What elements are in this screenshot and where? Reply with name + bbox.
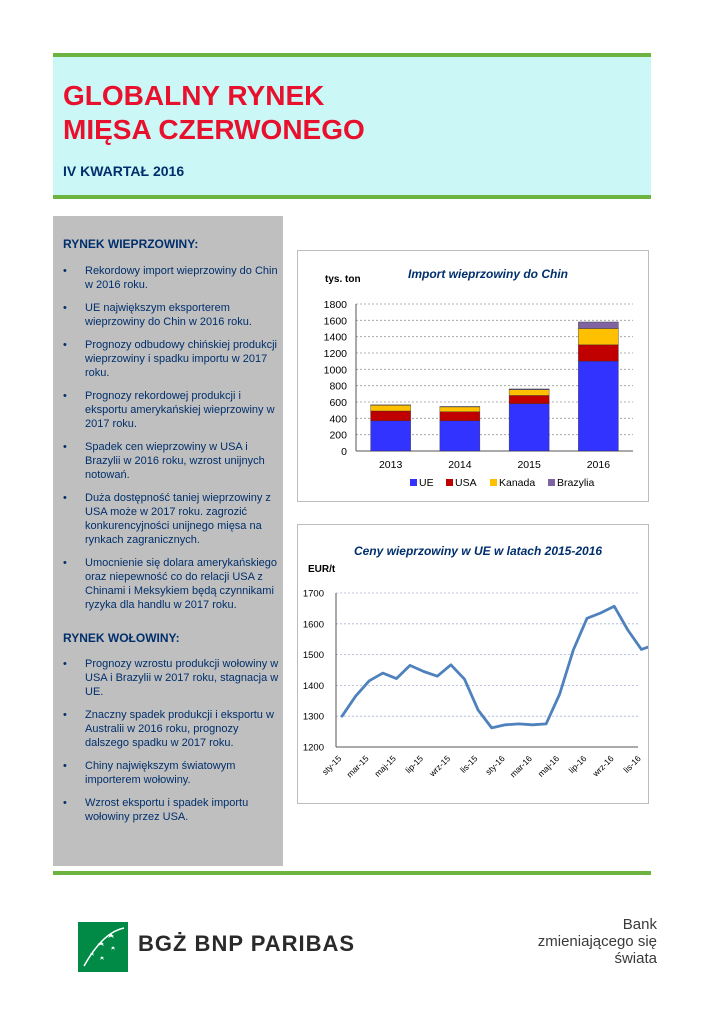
list-item: • Spadek cen wieprzowiny w USA i Brazylii w 2016 roku, wzrost unijnych notowań. bbox=[63, 441, 265, 481]
section-heading-pork: RYNEK WIEPRZOWINY: bbox=[63, 237, 199, 251]
bar-segment bbox=[578, 322, 618, 329]
list-item: • Prognozy odbudowy chińskiej produkcji wieprzowiny i spadku importu w 2017 roku. bbox=[63, 339, 277, 379]
legend-label: UE bbox=[419, 477, 434, 489]
list-item: • Duża dostępność taniej wieprzowiny z USA może w 2017 roku. zagrozić konkurencyjności unijnego mięsa na rynkach zagranicznych. bbox=[63, 492, 271, 546]
y-tick-label: 1600 bbox=[323, 315, 347, 328]
y-axis-label: tys. ton bbox=[325, 274, 361, 285]
bar-segment bbox=[509, 395, 549, 403]
bullet-icon: • bbox=[63, 760, 67, 772]
x-tick-label: maj-15 bbox=[372, 753, 398, 779]
bullet-icon: • bbox=[63, 492, 67, 504]
bullet-icon: • bbox=[63, 557, 67, 569]
bar-segment bbox=[371, 405, 411, 411]
legend-label: Kanada bbox=[499, 477, 536, 489]
bullet-icon: • bbox=[63, 390, 67, 402]
y-tick-label: 400 bbox=[329, 413, 347, 426]
legend-label: USA bbox=[455, 477, 477, 489]
y-tick-label: 1700 bbox=[302, 588, 324, 600]
list-item: • Rekordowy import wieprzowiny do Chin w 2016 roku. bbox=[63, 265, 278, 291]
bar-segment bbox=[509, 390, 549, 396]
pork-bullet-list bbox=[53, 264, 283, 621]
chart-title: Import wieprzowiny do Chin bbox=[408, 267, 568, 281]
x-tick-label: 2016 bbox=[586, 459, 611, 471]
list-item: • Umocnienie się dolara amerykańskiego oraz niepewność co do relacji USA z Chinami i Meksykiem będą czynnikami ryzyka dla handlu w 2017 roku. bbox=[63, 557, 277, 611]
bullet-icon: • bbox=[63, 302, 67, 314]
list-item: • Wzrost eksportu i spadek importu wołowiny przez USA. bbox=[63, 797, 249, 823]
x-tick-label: maj-16 bbox=[535, 753, 562, 779]
y-tick-label: 1800 bbox=[323, 299, 347, 311]
beef-bullet-list bbox=[53, 657, 283, 833]
bullet-icon: • bbox=[63, 441, 67, 453]
x-tick-label: 2014 bbox=[448, 459, 472, 471]
x-tick-label: 2015 bbox=[517, 459, 541, 471]
bottom-rule bbox=[53, 871, 651, 875]
bank-brand-name: BGŻ BNP PARIBAS bbox=[138, 931, 356, 956]
list-item: • Prognozy rekordowej produkcji i eksportu amerykańskiej wieprzowiny w 2017 roku. bbox=[63, 390, 275, 430]
sidebar-summary bbox=[53, 216, 283, 866]
section-heading-beef: RYNEK WOŁOWINY: bbox=[63, 631, 180, 645]
price-line-chart bbox=[298, 525, 648, 803]
y-tick-label: 200 bbox=[329, 429, 347, 442]
bar-segment bbox=[440, 412, 480, 421]
x-tick-label: mar-16 bbox=[507, 753, 534, 780]
bullet-icon: • bbox=[63, 797, 67, 809]
bullet-icon: • bbox=[63, 265, 67, 277]
x-tick-label: mar-15 bbox=[344, 753, 371, 780]
bullet-icon: • bbox=[63, 658, 67, 670]
list-item: • Znaczny spadek produkcji i eksportu w Australii w 2016 roku, prognozy dalszego spadku w 2017 roku. bbox=[63, 709, 274, 749]
bullet-icon: • bbox=[63, 339, 67, 351]
chart-title: Ceny wieprzowiny w UE w latach 2015-2016 bbox=[353, 544, 603, 558]
y-tick-label: 1400 bbox=[323, 331, 347, 344]
bullet-icon: • bbox=[63, 709, 67, 721]
bar-segment bbox=[440, 407, 480, 412]
header-banner bbox=[53, 57, 651, 195]
bar-segment bbox=[509, 404, 549, 451]
y-tick-label: 800 bbox=[329, 380, 347, 393]
list-item: • UE największym eksporterem wieprzowiny do Chin w 2016 roku. bbox=[63, 302, 252, 328]
y-tick-label: 1300 bbox=[302, 711, 324, 723]
bar-segment bbox=[578, 361, 618, 451]
legend-swatch bbox=[490, 479, 497, 486]
bar-segment bbox=[440, 421, 480, 451]
bar-segment bbox=[578, 329, 618, 345]
x-tick-label: lip-16 bbox=[566, 753, 589, 776]
bar-segment bbox=[509, 389, 549, 390]
import-bar-chart bbox=[298, 251, 648, 501]
bar-segment bbox=[371, 411, 411, 421]
legend-swatch bbox=[446, 479, 453, 486]
y-tick-label: 1500 bbox=[302, 650, 324, 662]
x-tick-label: lip-15 bbox=[403, 753, 426, 776]
legend-swatch bbox=[548, 479, 555, 486]
x-tick-label: lis-15 bbox=[458, 753, 480, 775]
legend-swatch bbox=[410, 479, 417, 486]
page-subtitle: IV KWARTAŁ 2016 bbox=[63, 163, 185, 179]
series-line bbox=[342, 606, 648, 728]
list-item: • Prognozy wzrostu produkcji wołowiny w USA i Brazylii w 2017 roku, stagnacja w UE. bbox=[63, 658, 279, 698]
x-tick-label: sty-15 bbox=[319, 753, 344, 777]
y-tick-label: 1600 bbox=[302, 619, 324, 631]
y-tick-label: 0 bbox=[341, 446, 347, 458]
x-tick-label: sty-16 bbox=[483, 753, 507, 777]
x-tick-label: wrz-16 bbox=[590, 753, 616, 779]
page-title: GLOBALNY RYNEK MIĘSA CZERWONEGO bbox=[63, 80, 365, 145]
y-tick-label: 600 bbox=[329, 397, 347, 409]
bank-logo-icon bbox=[78, 922, 128, 972]
y-tick-label: 1200 bbox=[302, 742, 324, 754]
legend-label: Brazylia bbox=[557, 477, 595, 489]
bar-segment bbox=[578, 345, 618, 361]
header-bottom-rule bbox=[53, 195, 651, 199]
bar-segment bbox=[371, 421, 411, 451]
line-chart-box bbox=[297, 524, 649, 804]
y-tick-label: 1400 bbox=[302, 680, 324, 692]
y-tick-label: 1200 bbox=[323, 348, 347, 360]
y-axis-label: EUR/t bbox=[308, 564, 336, 575]
list-item: • Chiny największym światowym importerem wołowiny. bbox=[63, 760, 236, 786]
stars-icon bbox=[78, 922, 128, 972]
bar-chart-box bbox=[297, 250, 649, 502]
x-tick-label: 2013 bbox=[378, 459, 403, 471]
bank-tagline: Bank zmieniającego się świata bbox=[537, 916, 657, 967]
x-tick-label: wrz-15 bbox=[427, 753, 453, 779]
y-tick-label: 1000 bbox=[323, 364, 347, 377]
x-tick-label: lis-16 bbox=[621, 753, 643, 775]
